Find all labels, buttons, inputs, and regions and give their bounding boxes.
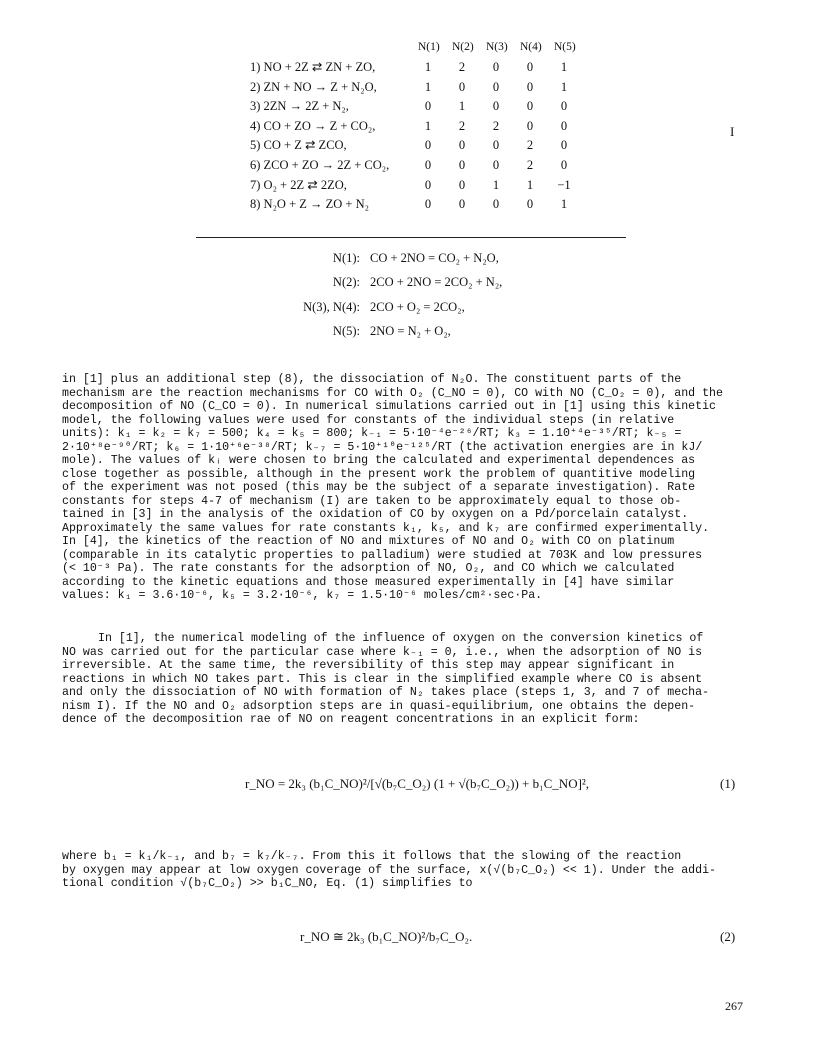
- stoichiometric-number: 1: [560, 60, 568, 74]
- text-line: nism I). If the NO and O₂ adsorption steps are in quasi-equilibrium, one obtains the depen-: [62, 699, 696, 713]
- stoichiometric-number: 0: [492, 157, 500, 172]
- mechanism-step-equation: 7) O₂ + 2Z ⇄ 2ZO,: [250, 177, 347, 192]
- stoichiometric-number: 0: [560, 99, 568, 114]
- mechanism-step-equation: 4) CO + ZO → Z + CO₂,: [250, 118, 376, 133]
- mechanism-step-equation: 1) NO + 2Z ⇄ ZN + ZO,: [250, 60, 376, 74]
- text-line: mechanism are the reaction mechanisms for CO with O₂ (C_NO = 0), CO with NO (C_O₂ = 0), and the: [62, 386, 723, 400]
- stoichiometric-number: 2: [526, 138, 534, 153]
- mechanism-table: [250, 38, 590, 215]
- stoichiometric-number: 0: [424, 197, 432, 212]
- text-line: (comparable in its catalytic properties to palladium) were studied at 703K and low pressures: [62, 548, 703, 562]
- stoichiometric-number: 2: [492, 118, 500, 133]
- stoichiometric-number: 0: [526, 60, 534, 74]
- text-line: values: k₁ = 3.6·10⁻⁶, k₅ = 3.2·10⁻⁶, k₇ = 1.5·10⁻⁶ moles/cm²·sec·Pa.: [62, 589, 543, 602]
- stoichiometric-number: 1: [560, 197, 568, 212]
- overall-reaction-equation: 2CO + 2NO = 2CO₂ + N₂,: [370, 275, 503, 290]
- stoichiometric-number: 1: [458, 99, 466, 114]
- mechanism-step-row: [250, 58, 590, 78]
- stoichiometric-number: 1: [424, 118, 432, 133]
- stoichiometric-number: 0: [424, 138, 432, 153]
- mechanism-step-row: [250, 97, 590, 117]
- stoichiometric-number: 1: [560, 79, 568, 94]
- text-line: in [1] plus an additional step (8), the dissociation of N₂O. The constituent parts of the: [62, 373, 682, 386]
- text-line: constants for steps 4-7 of mechanism (I) are taken to be approximately equal to those ob-: [62, 494, 682, 508]
- equation-1-number: (1): [720, 776, 736, 791]
- stoichiometric-number: 0: [526, 197, 534, 212]
- header-n2: N(2): [452, 41, 474, 53]
- mechanism-step-equation: 2) ZN + NO → Z + N₂O,: [250, 79, 377, 94]
- stoichiometric-number: 0: [560, 157, 568, 172]
- overall-reaction-equation: CO + 2NO = CO₂ + N₂O,: [370, 251, 499, 265]
- stoichiometric-number: 1: [424, 60, 432, 74]
- text-line: irreversible. At the same time, the reversibility of this step may appear significant in: [62, 659, 675, 672]
- mechanism-step-row: [250, 195, 590, 215]
- stoichiometric-number: 0: [458, 79, 466, 94]
- stoichiometric-number: 0: [458, 157, 466, 172]
- overall-reaction-equation: 2NO = N₂ + O₂,: [370, 324, 451, 339]
- mechanism-step-row: [250, 117, 590, 137]
- text-line: tained in [3] in the analysis of the oxidation of CO by oxygen on a Pd/porcelain catalyst.: [62, 508, 689, 521]
- page-number: 267: [725, 999, 743, 1013]
- mechanism-step-equation: 3) 2ZN → 2Z + N₂,: [250, 99, 349, 114]
- overall-reaction-label: N(1):: [332, 251, 360, 265]
- header-n1: N(1): [418, 41, 440, 53]
- stoichiometric-number: 1: [526, 177, 534, 192]
- equation-2-number: (2): [720, 929, 736, 944]
- overall-reaction-label: N(5):: [332, 324, 360, 339]
- text-line: 2·10⁺⁸e⁻⁹⁰/RT; k₆ = 1·10⁺⁶e⁻³⁸/RT; k₋₇ = 5·10⁺¹⁰e⁻¹²⁵/RT (the activation energies are in kJ/: [62, 440, 703, 454]
- stoichiometric-number: 0: [560, 118, 568, 133]
- stoichiometric-number: 0: [526, 99, 534, 114]
- text-line: dence of the decomposition rae of NO on reagent concentrations in an explicit form:: [62, 713, 640, 726]
- mechanism-step-equation: 5) CO + Z ⇄ ZCO,: [250, 138, 347, 153]
- paragraph-1: [62, 373, 750, 603]
- text-line: reactions in which NO takes part. This is clear in the simplified example where CO is absent: [62, 672, 703, 686]
- text-line: NO was carried out for the particular case where k₋₁ = 0, i.e., when the adsorption of NO is: [62, 645, 703, 659]
- stoichiometric-number: 0: [492, 138, 500, 153]
- text-line: In [4], the kinetics of the reaction of NO and mixtures of NO and O₂ with CO on platinum: [62, 535, 675, 548]
- text-line: tional condition √(b₇C_O₂) >> b₁C_NO, Eq. (1) simplifies to: [62, 877, 473, 890]
- stoichiometric-number: 2: [458, 60, 466, 74]
- stoichiometric-number: 0: [492, 197, 500, 212]
- text-line: Approximately the same values for rate constants k₁, k₅, and k₇ are confirmed experimentally.: [62, 521, 710, 535]
- text-line: close together as possible, although in the present work the problem of quantitive modeling: [62, 467, 696, 481]
- mechanism-step-row: [250, 156, 590, 176]
- mechanism-step-equation: 8) N₂O + Z → ZO + N₂: [250, 197, 369, 212]
- stoichiometric-number: 2: [458, 118, 466, 133]
- text-line: according to the kinetic equations and those measured experimentally in [4] have similar: [62, 575, 675, 589]
- stoichiometric-number: 1: [492, 177, 500, 192]
- text-line: In [1], the numerical modeling of the influence of oxygen on the conversion kinetics of: [98, 632, 704, 645]
- paragraph-3: [62, 850, 750, 891]
- equation-2: r_NO ≅ 2k₃ (b₁C_NO)²/b₇C_O₂.: [300, 929, 473, 944]
- text-line: where b₁ = k₁/k₋₁, and b₇ = k₇/k₋₇. From this it follows that the slowing of the reaction: [62, 850, 682, 863]
- stoichiometric-number: 0: [492, 99, 500, 114]
- header-n4: N(4): [520, 41, 542, 53]
- stoichiometric-number: 0: [526, 79, 534, 94]
- text-line: (< 10⁻³ Pa). The rate constants for the adsorption of NO, O₂, and CO which we calculated: [62, 562, 675, 575]
- text-line: of the experiment was not posed (this may be the subject of a separate investigation). Rate: [62, 481, 696, 494]
- stoichiometric-number: 0: [492, 60, 500, 74]
- divider-rule: [196, 237, 626, 238]
- text-line: mole). The values of kᵢ were chosen to bring the calculated and experimental dependences as: [62, 454, 696, 467]
- stoichiometric-number: 0: [458, 138, 466, 153]
- paragraph-2: [62, 632, 750, 727]
- mechanism-step-equation: 6) ZCO + ZO → 2Z + CO₂,: [250, 157, 390, 172]
- mechanism-step-row: [250, 136, 590, 156]
- stoichiometric-number: 1: [424, 79, 432, 94]
- text-line: and only the dissociation of NO with formation of N₂ takes place (steps 1, 3, and 7 of mecha-: [62, 686, 710, 699]
- stoichiometric-number: −1: [557, 177, 571, 192]
- stoichiometric-number: 0: [458, 197, 466, 212]
- stoichiometric-number: 0: [560, 138, 568, 153]
- mechanism-step-row: [250, 78, 590, 98]
- stoichiometric-number: 0: [526, 118, 534, 133]
- header-n3: N(3): [486, 41, 508, 53]
- mechanism-label: I: [730, 124, 735, 139]
- stoichiometric-number: 0: [458, 177, 466, 192]
- stoichiometric-number: 0: [424, 157, 432, 172]
- text-line: units): k₁ = k₂ = k₇ = 500; k₄ = k₅ = 800; k₋₁ = 5·10⁻⁴e⁻²⁶/RT; k₃ = 1.10⁺⁴e⁻³⁵/RT; k₋₅ =: [62, 427, 682, 440]
- text-line: by oxygen may appear at low oxygen coverage of the surface, x(√(b₇C_O₂) << 1). Under the addi-: [62, 863, 716, 877]
- text-line: model, the following values were used for constants of the individual steps (in relative: [62, 413, 675, 427]
- mechanism-header-row: [250, 38, 590, 58]
- overall-reaction-label: N(2):: [332, 275, 360, 290]
- stoichiometric-number: 0: [492, 79, 500, 94]
- overall-reaction-equation: 2CO + O₂ = 2CO₂,: [370, 299, 465, 314]
- stoichiometric-number: 2: [526, 157, 534, 172]
- overall-reaction-label: N(3), N(4):: [303, 299, 360, 314]
- text-line: decomposition of NO (C_CO = 0). In numerical simulations carried out in [1] using this kinetic: [62, 400, 716, 413]
- mechanism-step-row: [250, 176, 590, 196]
- stoichiometric-number: 0: [424, 177, 432, 192]
- header-n5: N(5): [554, 41, 576, 53]
- equation-1: r_NO = 2k₃ (b₁C_NO)²/[√(b₇C_O₂) (1 + √(b₇C_O₂)) + b₁C_NO]²,: [245, 776, 590, 791]
- stoichiometric-number: 0: [424, 99, 432, 114]
